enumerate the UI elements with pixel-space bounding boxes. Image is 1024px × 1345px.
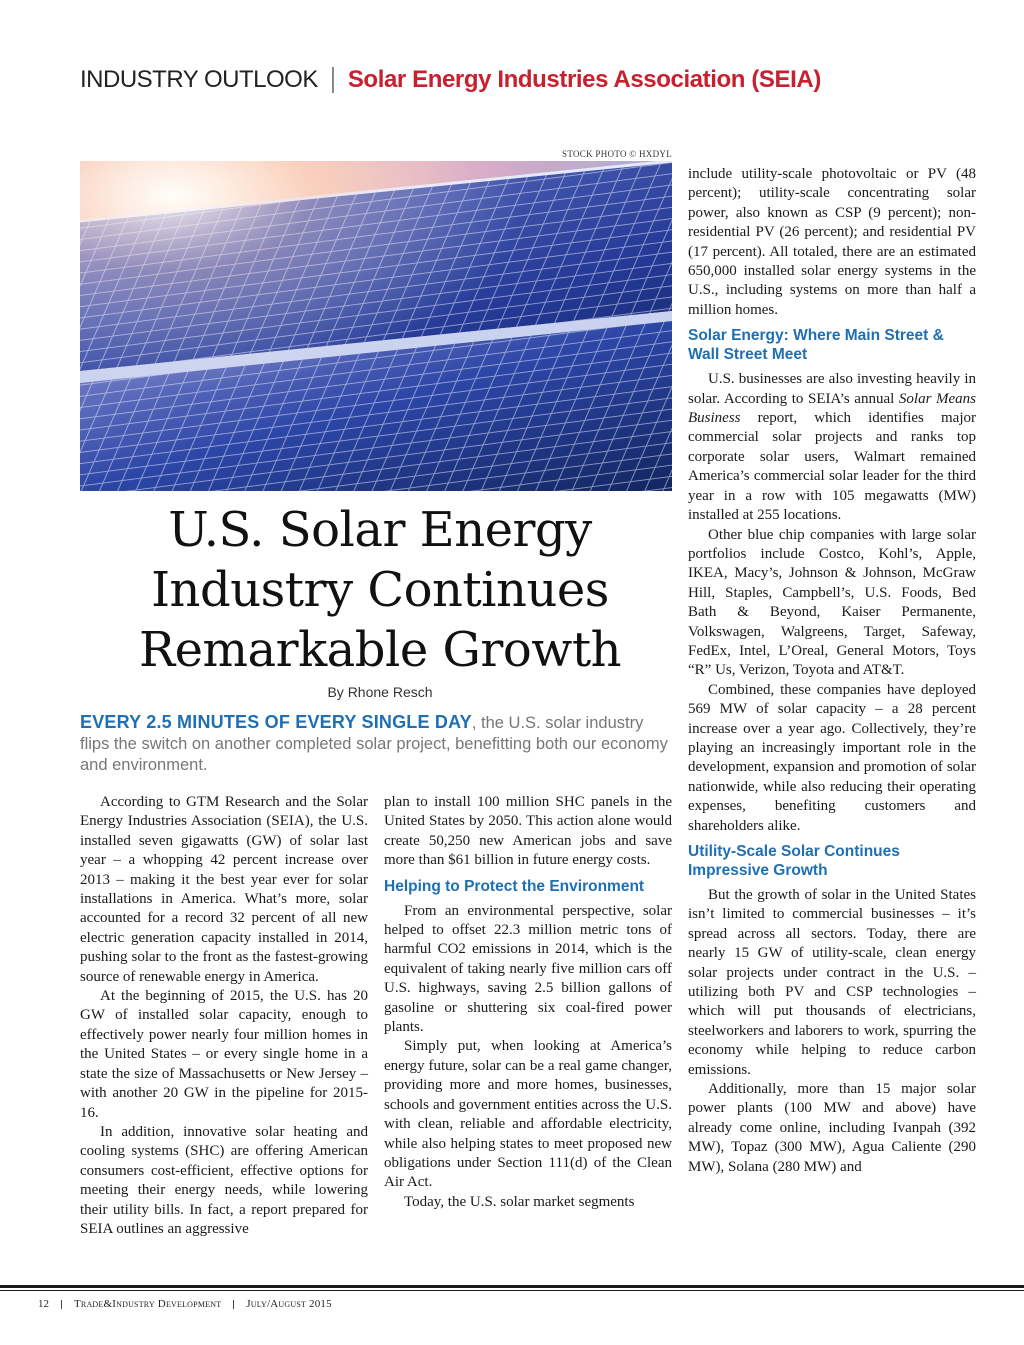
paragraph: From an environmental perspective, solar helped to offset 22.3 million metric tons of harmful CO2 emissions in 2014, which is the equivalent of taking nearly five million cars off U.S. highways, saving 2.5 billion gallons of gasoline or shuttering six coal-fired power plants. [384, 902, 672, 1036]
paragraph: include utility-scale photovoltaic or PV (48 percent); utility-scale concentrating solar power, also known as CSP (9 percent); non-residential PV (26 percent); and residential PV (17 percent). All totaled, there are an estimated 650,000 installed solar energy systems in the U.S., including systems on more than half a million homes. [688, 166, 976, 318]
column-1 [80, 793, 368, 1239]
issue-date: July/August 2015 [246, 1298, 332, 1310]
footer-separator [233, 1300, 234, 1309]
footer-rule [0, 1290, 1024, 1291]
paragraph: According to GTM Research and the Solar Energy Industries Association (SEIA), the U.S. installed seven gigawatts (GW) of solar last year – a whopping 42 percent increase over 2013 – making it the best year ever for solar installations in America. What’s more, solar accounted for a record 32 percent of all new electric generation capacity installed in 2014, pushing solar to the front as the fastest-growing source of renewable energy in America. [80, 794, 368, 985]
subheading: Helping to Protect the Environment [384, 877, 645, 895]
report-title: Solar Means Business [688, 390, 977, 427]
byline: By Rhone Resch [327, 684, 433, 700]
text-run: report, which identifies major commercial solar projects and ranks top corporate solar users, Walmart remained America’s commercial solar leader for the third year in a row with 105 megawatts (MW) installed at 255 locations. [688, 410, 976, 524]
title-line: Remarkable Growth [138, 622, 622, 678]
paragraph: Additionally, more than 15 major solar power plants (100 MW and above) have already come online, including Ivanpah (392 MW), Topaz (300 MW), Agua Caliente (290 MW), Solana (280 MW) and [688, 1081, 976, 1175]
paragraph: Today, the U.S. solar market segments [404, 1193, 635, 1210]
paragraph: Combined, these companies have deployed 569 MW of solar capacity – a 28 percent increase over a year ago. Collectively, they’re playing an increasingly important role in the development, expansion and promotion of solar nationwide, while also reducing their operating expenses, benefiting customers and shareholders alike. [688, 681, 976, 834]
publication-name: Trade&Industry Development [74, 1298, 222, 1310]
footer-separator [61, 1300, 62, 1309]
title-line: U.S. Solar Energy [168, 502, 592, 558]
header-divider [332, 67, 334, 93]
organization-label: Solar Energy Industries Association (SEIA) [347, 66, 821, 93]
paragraph [688, 370, 976, 525]
lede-rest: , the U.S. solar industry flips the switch on another completed solar project, benefitting both our economy and environment. [80, 714, 668, 774]
subheading: Solar Energy: Where Main Street & Wall Street Meet [688, 327, 944, 364]
column-2 [384, 793, 672, 1212]
section-label: INDUSTRY OUTLOOK [80, 66, 318, 93]
paragraph: Other blue chip companies with large solar portfolios include Costco, Kohl’s, Apple, IKEA, Macy’s, Johnson & Johnson, McGraw Hill, Staples, Campbell’s, U.S. Foods, Bed Bath & Beyond, Kaiser Permanente, Volkswagen, Walgreens, Target, Safeway, FedEx, Intel, L’Oreal, General Motors, Toys “R” Us, Verizon, Toyota and AT&T. [688, 526, 976, 679]
footer-rule [0, 1285, 1024, 1288]
paragraph: But the growth of solar in the United States isn’t limited to commercial businesses – it’s spread across all sectors. Today, there are nearly 15 GW of utility-scale, clean energy solar projects under contract in the U.S. – utilizing both PV and CSP technologies – which will put thousands of electricians, steelworkers and laborers to work, spurring the economy while helping to reduce carbon emissions. [688, 887, 976, 1078]
lede-caps: EVERY 2.5 MINUTES OF EVERY SINGLE DAY [80, 712, 472, 732]
text-run: U.S. businesses are also investing heavily in solar. According to SEIA’s annual [688, 371, 976, 407]
page-number: 12 [38, 1298, 49, 1310]
article-title [80, 500, 680, 680]
paragraph: At the beginning of 2015, the U.S. has 20 GW of installed solar capacity, enough to effectively power nearly four million homes in the United States – or every single home in a state the size of Massachusetts or New Jersey – with another 20 GW in the pipeline for 2015-16. [80, 988, 368, 1121]
title-line: Industry Continues [151, 562, 609, 618]
subheading: Utility-Scale Solar Continues Impressive Growth [688, 843, 900, 879]
page-footer [38, 1298, 332, 1310]
solar-panels-photo [80, 161, 672, 491]
running-header [80, 62, 821, 98]
lede [80, 712, 676, 776]
paragraph: plan to install 100 million SHC panels in the United States by 2050. This action alone would create 50,250 new American jobs and save more than $61 billion in future energy costs. [384, 794, 672, 869]
column-3 [688, 165, 976, 1177]
photo-credit: STOCK PHOTO © HXDYL [562, 149, 672, 159]
paragraph: Simply put, when looking at America’s energy future, solar can be a real game changer, providing more and more homes, businesses, schools and government entities across the U.S. with clean, reliable and affordable electricity, while also helping states to meet proposed new obligations under Section 111(d) of the Clean Air Act. [384, 1038, 672, 1191]
paragraph: In addition, innovative solar heating and cooling systems (SHC) are offering American consumers cost-efficient, effective options for meeting their energy needs, while lowering their utility bills. In fact, a report prepared for SEIA outlines an aggressive [80, 1123, 368, 1237]
